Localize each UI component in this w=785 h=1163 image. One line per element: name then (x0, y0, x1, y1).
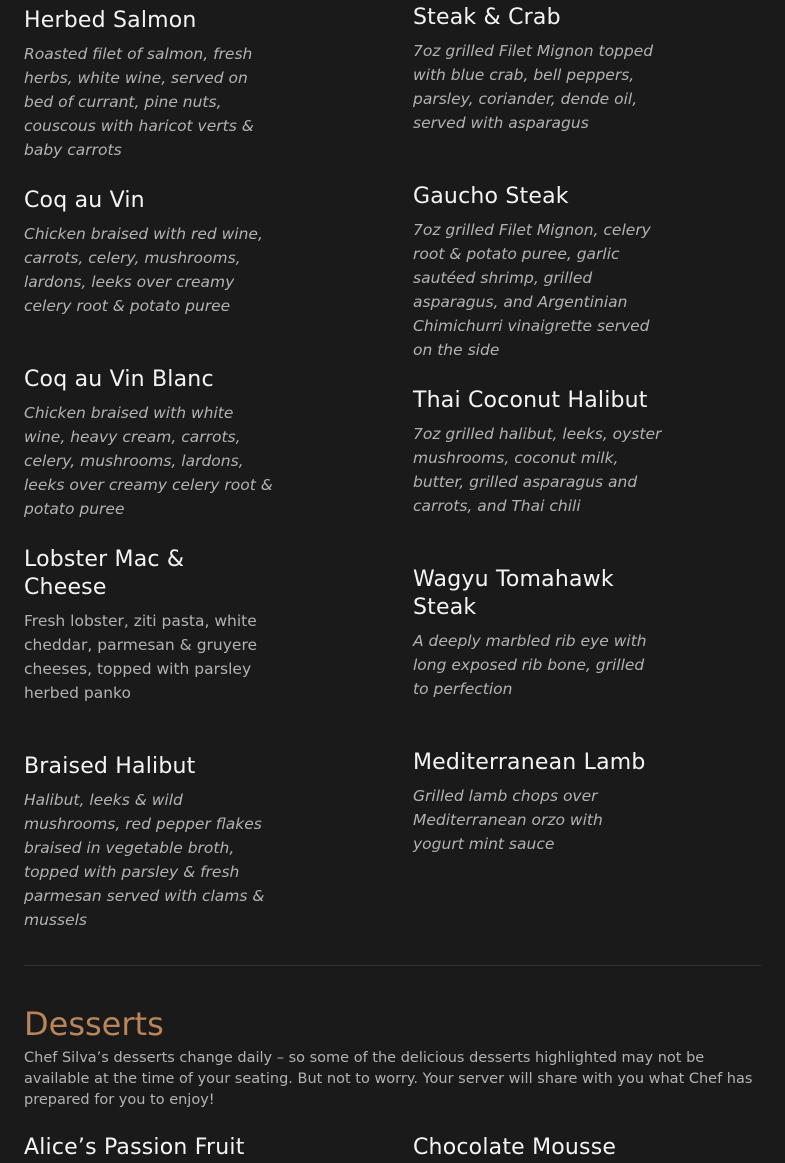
menu-item-description: 7oz grilled Filet Mignon topped with blue crab, bell peppers, parsley, coriander, dende oil, served with asparagus (413, 42, 654, 132)
menu-item-steak-crab (413, 4, 663, 135)
menu-item-thai-coconut-halibut (413, 387, 663, 518)
menu-item-description: Roasted filet of salmon, fresh herbs, white wine, served on bed of currant, pine nuts, couscous with haricot verts & baby carrots (24, 45, 254, 159)
dessert-item-title: Alice’s Passion Fruit (24, 1135, 245, 1160)
menu-item-description: Chicken braised with red wine, carrots, celery, mushrooms, lardons, leeks over creamy celery root & potato puree (24, 225, 263, 315)
menu-item-title: Gaucho Steak (413, 184, 569, 209)
menu-item-description: A deeply marbled rib eye with long exposed rib bone, grilled to perfection (413, 632, 647, 698)
menu-item-description: Chicken braised with white wine, heavy cream, carrots, celery, mushrooms, lardons, leeks over creamy celery root & potato puree (24, 404, 273, 518)
dessert-item-title: Chocolate Mousse (413, 1135, 617, 1160)
dessert-item-passion-fruit (24, 1134, 274, 1162)
menu-item-mediterranean-lamb (413, 749, 663, 856)
section-divider (24, 965, 761, 966)
menu-item-title: Herbed Salmon (24, 8, 197, 33)
desserts-heading: Desserts (24, 1005, 164, 1043)
menu-item-herbed-salmon (24, 7, 274, 162)
menu-item-coq-au-vin (24, 187, 274, 318)
menu-item-wagyu-tomahawk-steak (413, 566, 647, 701)
menu-item-description: Halibut, leeks & wild mushrooms, red pepper flakes braised in vegetable broth, topped with parsley & fresh parmesan served with clams & mussels (24, 791, 265, 929)
menu-item-description: Fresh lobster, ziti pasta, white cheddar, parmesan & gruyere cheeses, topped with parsley herbed panko (24, 612, 258, 702)
menu-item-title: Mediterranean Lamb (413, 750, 646, 775)
dessert-item-chocolate-mousse (413, 1134, 663, 1162)
desserts-intro: Chef Silva’s desserts change daily – so some of the delicious desserts highlighted may not be available at the time of your seating. But not to worry. Your server will share with you what Chef has prepared for you to enjoy! (24, 1050, 753, 1108)
menu-item-coq-au-vin-blanc (24, 366, 274, 521)
menu-item-title: Braised Halibut (24, 754, 196, 779)
menu-item-title: Coq au Vin Blanc (24, 367, 214, 392)
menu-item-lobster-mac-cheese (24, 546, 258, 705)
menu-item-description: Grilled lamb chops over Mediterranean orzo with yogurt mint sauce (413, 787, 603, 853)
menu-item-description: 7oz grilled halibut, leeks, oyster mushrooms, coconut milk, butter, grilled asparagus and carrots, and Thai chili (413, 425, 662, 515)
menu-item-description: 7oz grilled Filet Mignon, celery root & potato puree, garlic sautéed shrimp, grilled asparagus, and Argentinian Chimichurri vinaigrette served on the side (413, 221, 651, 359)
menu-item-title: Thai Coconut Halibut (413, 388, 648, 413)
menu-item-title: Wagyu Tomahawk Steak (413, 567, 614, 620)
menu-item-title: Steak & Crab (413, 5, 561, 30)
menu-item-title: Coq au Vin (24, 188, 145, 213)
menu-item-title: Lobster Mac & Cheese (24, 547, 185, 600)
menu-item-braised-halibut (24, 753, 274, 932)
menu-item-gaucho-steak (413, 183, 663, 362)
